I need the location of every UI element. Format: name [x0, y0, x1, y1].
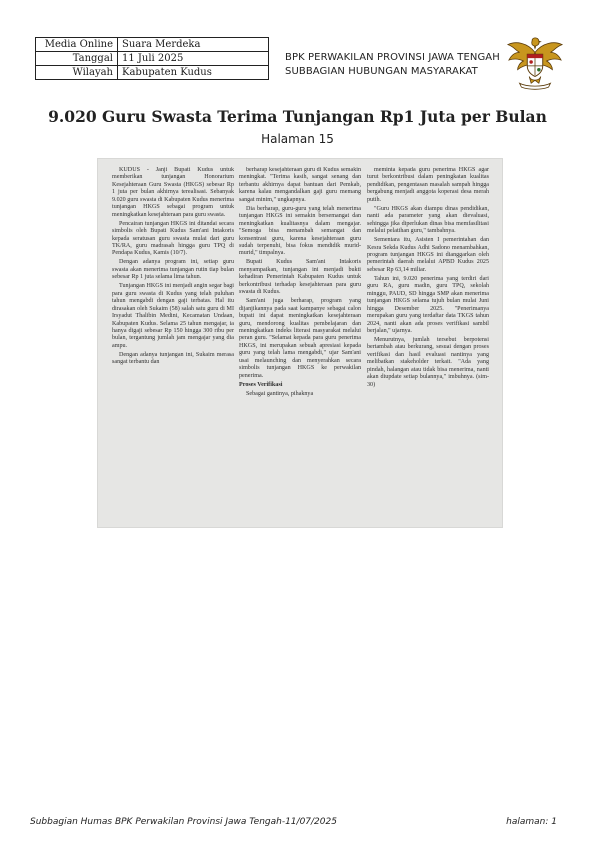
paragraph: berharap kesejahteraan guru di Kudus semakin meningkat. "Terima kasih, sangat senang dan terbantu akhirnya dapat bantuan dari Pemkab, karena kalau mengandalkan gaji guru memang sangat minim," ungkapnya. — [239, 167, 361, 203]
paragraph: Sam'ani juga berharap, program yang dijanjikannya pada saat kampanye sebagai calon bupati ini dapat meningkatkan kesejahteraan guru, mendorong kualitas pembelajaran dan meningkatkan indeks literasi masyarakat melalui peran guru. "Selamat kepada para guru penerima HKGS, ini merupakan sebuah apresiasi kepada guru yang telah lama mengabdi," ujar Sam'ani usai melaunching dan menyerahkan secara simbolis tunjangan HKGS ke perwakilan penerima. — [239, 298, 361, 379]
paragraph: Tahun ini, 9.020 penerima yang terdiri dari guru RA, guru madin, guru TPQ, sekolah minggu, PAUD, SD hingga SMP akan menerima tunjangan HKGS selama tujuh bulan mulai Juni hingga Desember 2025. "Penerimanya merupakan guru yang terdaftar data TKGS tahun 2024, nanti akan ada proses verifikasi sambil berjalan," ujarnya. — [367, 275, 489, 335]
paragraph: "Guru HKGS akan diampu dinas pendidikan, nanti ada parameter yang akan dievaluasi, sehingga jika diperlukan dinas bisa memfasilitasi melalui pelatihan guru," tambahnya. — [367, 205, 489, 235]
paragraph: Menurutnya, jumlah tersebut berpotensi bertambah atau berkurang, sesuai dengan proses verifikasi dan hasil evaluasi nantinya yang melibatkan stakeholder terkait. "Ada yang pindah, halangan atau tidak bisa menerima, nanti akan diupdate setiap bulannya," imbuhnya. (sim-30) — [367, 336, 489, 388]
meta-row-date — [36, 52, 269, 66]
meta-key: Media Online — [36, 38, 118, 52]
paragraph: Sebagai gantinya, pihaknya — [246, 390, 314, 397]
paragraph: KUDUS - Janji Bupati Kudus untuk memberikan tunjangan Honorarium Kesejahteraan Guru Swasta (HKGS) sebesar Rp 1 juta per bulan akhirnya terealisasi. Sebanyak 9.020 guru swasta di Kabupaten Kudus menerima tunjangan HKGS sebagai program untuk meningkatkan kesejahteraan para guru swasta. — [112, 167, 234, 218]
meta-row-media — [36, 38, 269, 52]
paragraph: Pencairan tunjangan HKGS ini ditandai secara simbolis oleh Bupati Kudus Sam'ani Intakoris kepada seratusan guru swasta mulai dari guru TK/RA, guru madrasah hingga guru TPQ di Pendapa Kudus, Kamis (10/7). — [112, 220, 234, 257]
newspaper-clipping — [98, 159, 502, 527]
meta-key: Tanggal — [36, 52, 118, 66]
article-column-1 — [112, 167, 234, 519]
garuda-emblem-icon — [506, 33, 564, 91]
page-reference: Halaman 15 — [261, 132, 334, 146]
office-name — [285, 51, 500, 79]
meta-value: Suara Merdeka — [118, 38, 269, 52]
article-column-3 — [367, 167, 489, 519]
meta-key: Wilayah — [36, 66, 118, 80]
meta-value: 11 Juli 2025 — [118, 52, 269, 66]
metadata-table — [35, 37, 269, 80]
paragraph: Tunjangan HKGS ini menjadi angin segar bagi para guru swasta di Kudus yang telah puluhan tahun mengabdi dengan gaji terbatas. Hal itu dirasakan oleh Sukaim (58) salah satu guru di MI Irsyadut Thalibin Medini, Kecamatan Undaan, Kabupaten Kudus. Selama 25 tahun mengajar, ia hanya digaji sebesar Rp 150 hingga 300 ribu per bulan, tergantung jumlah jam mengajar yang dia ampu. — [112, 283, 234, 349]
paragraph: Bupati Kudus Sam'ani Intakoris menyampaikan, tunjangan ini menjadi bukti kehadiran Pemerintah Kabupaten Kudus untuk berkontribusi terhadap kesejahteraan para guru swasta di Kudus. — [239, 259, 361, 296]
office-line-1: BPK PERWAKILAN PROVINSI JAWA TENGAH — [285, 52, 500, 63]
meta-row-region — [36, 66, 269, 80]
paragraph: Dengan adanya program ini, setiap guru swasta akan menerima tunjangan rutin tiap bulan sebesar Rp 1 juta selama lima tahun. — [112, 259, 234, 281]
paragraph: Dia berharap, guru-guru yang telah menerima tunjangan HKGS ini semakin bersemangat dan meningkatkan kualitasnya dalam mengajar. "Semoga bisa menambah semangat dan konsentrasi guru, karena kesejahteraan guru sudah terpenuhi, bisa fokus mendidik murid-murid," timpalnya. — [239, 205, 361, 257]
paragraph: Sementara itu, Asisten I pemerintahan dan Kesra Sekda Kudus Adhi Sadono menambahkan, program tunjangan HKGS ini dianggarkan oleh pemerintah daerah melalui APBD Kudus 2025 sebesar Rp 63,14 miliar. — [367, 237, 489, 273]
paragraph: Dengan adanya tunjangan ini, Sukaim merasa sangat terbantu dan — [112, 351, 234, 366]
subheading: Proses Verifikasi — [239, 381, 283, 388]
paragraph: meminta kepada guru penerima HKGS agar turut berkontribusi dalam peningkatan kualitas pendidikan, pengentasan masalah sampah hingga bergabung menjadi anggota koperasi desa merah putih. — [367, 167, 489, 203]
meta-value: Kabupaten Kudus — [118, 66, 269, 80]
footer-source: Subbagian Humas BPK Perwakilan Provinsi Jawa Tengah-11/07/2025 — [30, 817, 337, 827]
footer-page-number: halaman: 1 — [506, 817, 557, 827]
article-column-2 — [239, 167, 361, 519]
article-title: 9.020 Guru Swasta Terima Tunjangan Rp1 Juta per Bulan — [48, 107, 547, 126]
office-line-2: SUBBAGIAN HUBUNGAN MASYARAKAT — [285, 66, 478, 77]
